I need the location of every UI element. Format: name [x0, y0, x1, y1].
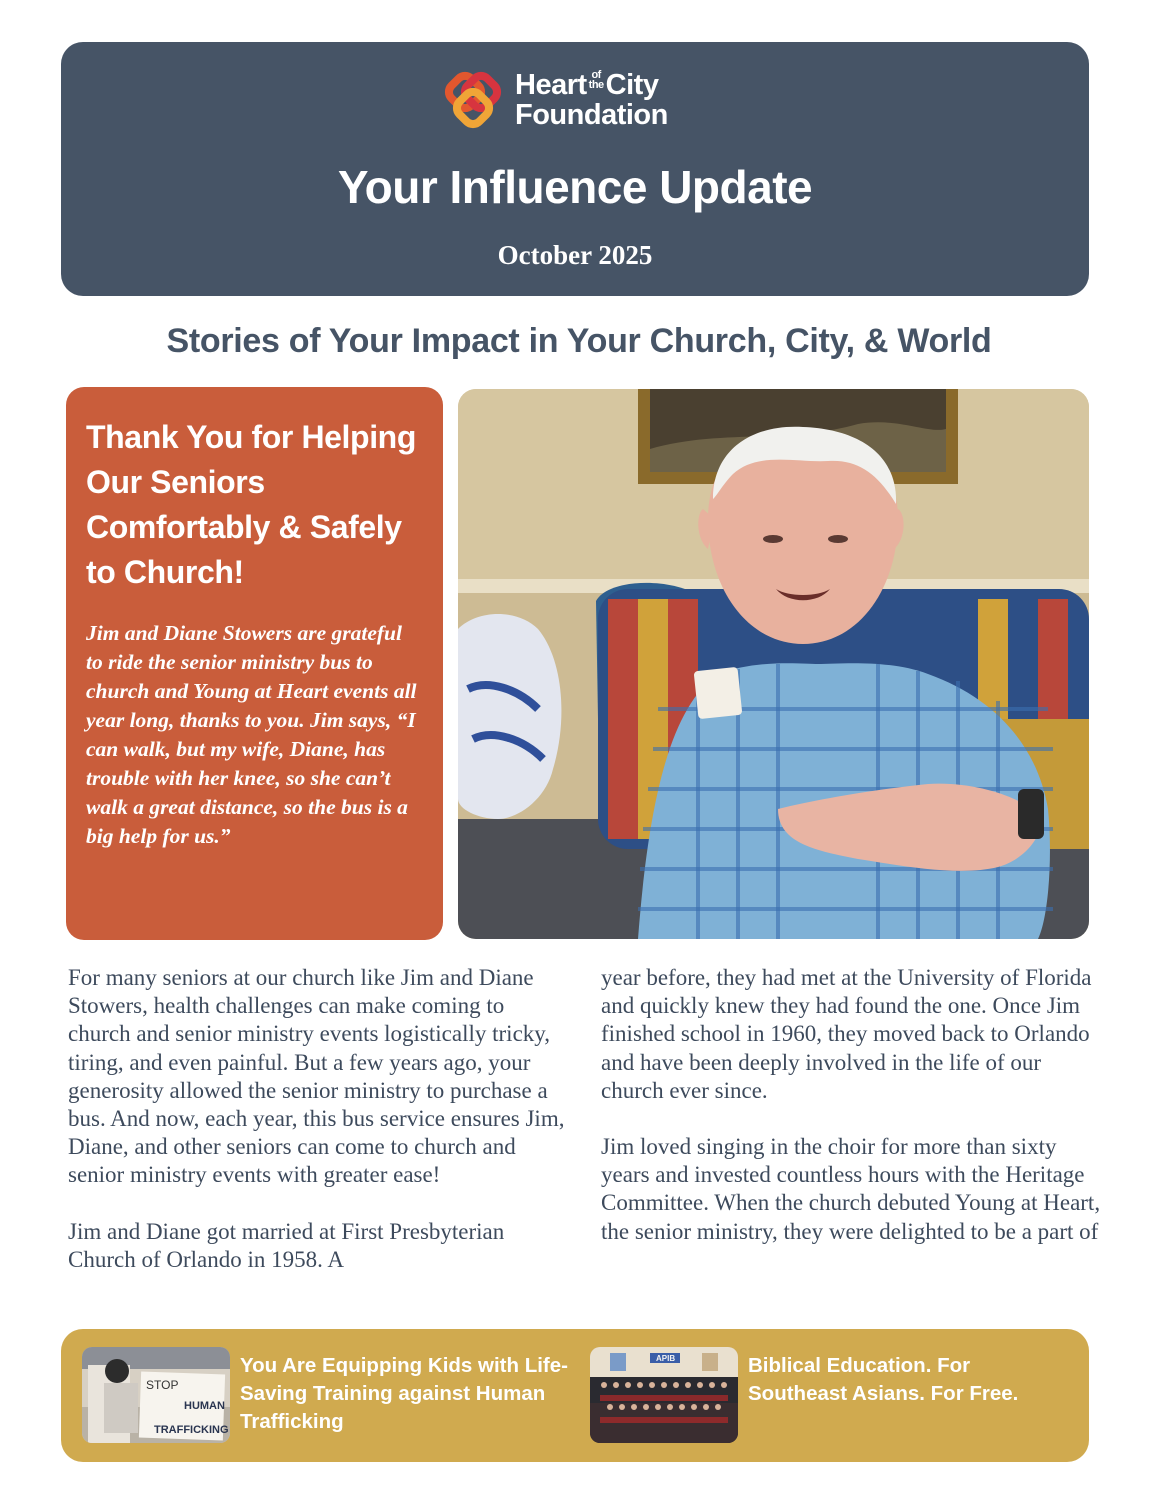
- sign-trafficking-text: TRAFFICKING: [154, 1424, 229, 1436]
- biblical-education-thumbnail[interactable]: [590, 1347, 738, 1443]
- logo-heart: Heart: [515, 69, 587, 101]
- logo-of-the: of the: [588, 69, 604, 91]
- feature-photo: [458, 389, 1089, 939]
- stop-trafficking-sign-photo: [82, 1347, 230, 1443]
- heart-logo-icon: [441, 68, 505, 132]
- article-column-right: [601, 964, 1101, 1246]
- trafficking-training-thumbnail[interactable]: [82, 1347, 230, 1443]
- article-paragraph: Jim loved singing in the choir for more than sixty years and invested countless hours with the Heritage Committee. When the church debuted Young at Heart, the senior ministry, they were delighted to be a part of: [601, 1134, 1101, 1244]
- article-column-left: [68, 964, 568, 1274]
- sign-stop-text: STOP: [146, 1378, 179, 1392]
- feature-story-card: [66, 387, 443, 940]
- newsletter-title: Your Influence Update: [337, 161, 813, 213]
- article-paragraph: For many seniors at our church like Jim and Diane Stowers, health challenges can make coming to church and senior ministry events logistically tricky, tiring, and even painful. But a few years ago, your generosity allowed the senior ministry to purchase a bus. And now, each year, this bus service ensures Jim, Diane, and other seniors can come to church and senior ministry events with greater ease!: [68, 965, 565, 1188]
- sign-human-text: HUMAN: [184, 1400, 225, 1412]
- related-stories-footer: [61, 1329, 1089, 1462]
- article-paragraph: Jim and Diane got married at First Presbyterian Church of Orlando in 1958. A: [68, 1218, 505, 1272]
- newsletter-date: October 2025: [497, 240, 653, 270]
- logo-foundation: Foundation: [515, 99, 668, 131]
- feature-intro: Jim and Diane Stowers are grateful to ride the senior ministry bus to church and Young at Heart events all year long, thanks to you. Jim says, “I can walk, but my wife, Diane, has trouble with her knee, so she can’t walk a great distance, so the bus is a big help for us.”: [86, 621, 417, 848]
- logo-wordmark: [515, 70, 668, 130]
- biblical-education-story-link[interactable]: Biblical Education. For Southeast Asians. For Free.: [748, 1354, 1019, 1405]
- article-paragraph: year before, they had met at the University of Florida and quickly knew they had found the one. Once Jim finished school in 1960, they moved back to Orlando and have been deeply involved in the life of our church ever since.: [601, 965, 1092, 1103]
- header-banner: [61, 42, 1089, 296]
- logo-city: City: [605, 69, 659, 101]
- feature-heading: Thank You for Helping Our Seniors Comfortably & Safely to Church!: [86, 419, 416, 590]
- graduation-group-photo: [590, 1347, 738, 1443]
- trafficking-story-link[interactable]: You Are Equipping Kids with Life-Saving Training against Human Trafficking: [240, 1354, 568, 1433]
- banner-text: APIB: [656, 1354, 676, 1363]
- foundation-logo[interactable]: [441, 66, 711, 136]
- section-subtitle: Stories of Your Impact in Your Church, City, & World: [166, 322, 992, 360]
- senior-man-photo: [458, 389, 1089, 939]
